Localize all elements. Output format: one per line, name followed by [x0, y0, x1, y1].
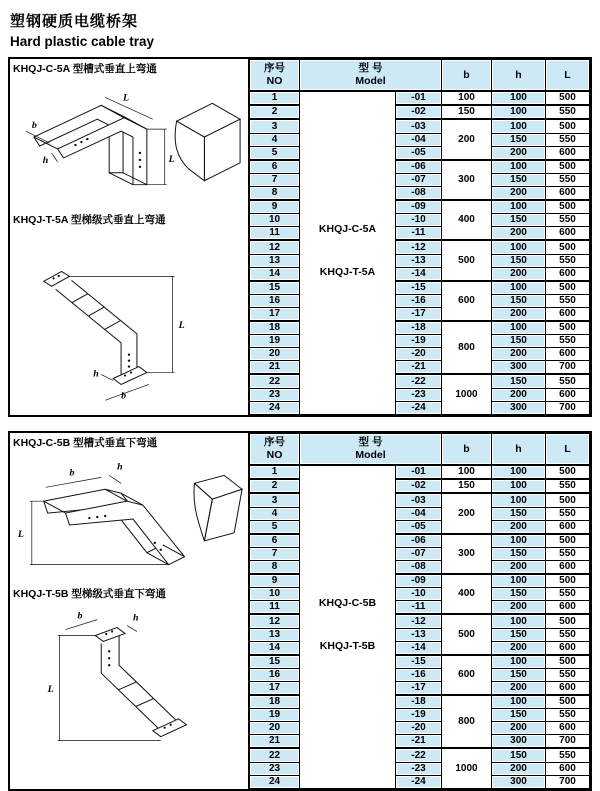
l-cell: 600	[546, 307, 590, 321]
code-cell: -04	[396, 133, 442, 146]
no-cell: 5	[250, 520, 300, 534]
b-cell: 1000	[442, 374, 492, 414]
code-cell: -20	[396, 348, 442, 361]
h-cell: 100	[492, 105, 546, 119]
no-cell: 17	[250, 307, 300, 321]
code-cell: -03	[396, 119, 442, 133]
dim-label: L	[47, 684, 54, 696]
b-cell: 600	[442, 281, 492, 321]
model-label: KHQJ-T-5A	[319, 266, 376, 279]
spec-table-5a	[249, 59, 590, 415]
h-cell: 200	[492, 186, 546, 200]
section-khqj-5b	[8, 431, 592, 791]
h-cell: 100	[492, 695, 546, 709]
l-cell: 500	[546, 91, 590, 105]
l-cell: 500	[546, 534, 590, 548]
l-cell: 550	[546, 507, 590, 520]
h-cell: 100	[492, 493, 546, 507]
h-cell: 150	[492, 254, 546, 267]
no-cell: 3	[250, 493, 300, 507]
h-cell: 200	[492, 520, 546, 534]
l-cell: 500	[546, 655, 590, 669]
h-cell: 150	[492, 507, 546, 520]
h-cell: 200	[492, 722, 546, 735]
code-cell: -02	[396, 105, 442, 119]
l-cell: 550	[546, 133, 590, 146]
code-cell: -16	[396, 294, 442, 307]
h-cell: 300	[492, 735, 546, 749]
code-cell: -01	[396, 465, 442, 479]
table-row	[250, 91, 590, 105]
l-cell: 500	[546, 465, 590, 479]
h-cell: 100	[492, 91, 546, 105]
no-cell: 4	[250, 133, 300, 146]
code-cell: -15	[396, 281, 442, 295]
header-model: 型 号 Model	[300, 60, 442, 92]
l-cell: 600	[546, 146, 590, 160]
dim-label: b	[69, 467, 75, 479]
no-cell: 11	[250, 227, 300, 241]
l-cell: 600	[546, 560, 590, 574]
h-cell: 150	[492, 547, 546, 560]
b-cell: 100	[442, 91, 492, 105]
l-cell: 600	[546, 681, 590, 695]
h-cell: 100	[492, 200, 546, 214]
b-cell: 300	[442, 534, 492, 574]
code-cell: -06	[396, 534, 442, 548]
h-cell: 300	[492, 361, 546, 375]
h-cell: 150	[492, 748, 546, 762]
code-cell: -21	[396, 735, 442, 749]
header-h: h	[492, 434, 546, 466]
header-h: h	[492, 60, 546, 92]
b-cell: 300	[442, 160, 492, 200]
no-cell: 15	[250, 281, 300, 295]
l-cell: 550	[546, 668, 590, 681]
channel-up-bend-drawing	[10, 73, 249, 221]
no-cell: 18	[250, 695, 300, 709]
header-model: 型 号 Model	[300, 434, 442, 466]
h-cell: 100	[492, 240, 546, 254]
no-cell: 24	[250, 775, 300, 788]
dim-label: b	[31, 120, 37, 132]
code-cell: -14	[396, 267, 442, 281]
code-cell: -19	[396, 709, 442, 722]
l-cell: 700	[546, 735, 590, 749]
code-cell: -22	[396, 748, 442, 762]
code-cell: -08	[396, 560, 442, 574]
h-cell: 100	[492, 119, 546, 133]
page-title-english: Hard plastic cable tray	[10, 34, 155, 49]
no-cell: 21	[250, 361, 300, 375]
header-l: L	[546, 434, 590, 466]
code-cell: -10	[396, 588, 442, 601]
no-cell: 10	[250, 588, 300, 601]
no-cell: 21	[250, 735, 300, 749]
h-cell: 100	[492, 465, 546, 479]
no-cell: 16	[250, 668, 300, 681]
b-cell: 200	[442, 119, 492, 159]
code-cell: -11	[396, 601, 442, 615]
dim-label: L	[17, 528, 24, 540]
b-cell: 600	[442, 655, 492, 695]
no-cell: 22	[250, 748, 300, 762]
l-cell: 600	[546, 601, 590, 615]
l-cell: 550	[546, 479, 590, 493]
no-cell: 14	[250, 641, 300, 655]
code-cell: -17	[396, 681, 442, 695]
no-cell: 1	[250, 465, 300, 479]
code-cell: -11	[396, 227, 442, 241]
l-cell: 550	[546, 335, 590, 348]
b-cell: 500	[442, 614, 492, 654]
b-cell: 500	[442, 240, 492, 280]
h-cell: 200	[492, 307, 546, 321]
l-cell: 600	[546, 348, 590, 361]
h-cell: 150	[492, 628, 546, 641]
dim-label: h	[117, 461, 123, 473]
no-cell: 8	[250, 560, 300, 574]
b-cell: 400	[442, 200, 492, 240]
no-cell: 10	[250, 214, 300, 227]
b-cell: 800	[442, 695, 492, 748]
l-cell: 550	[546, 748, 590, 762]
code-cell: -14	[396, 641, 442, 655]
code-cell: -10	[396, 214, 442, 227]
l-cell: 500	[546, 200, 590, 214]
l-cell: 500	[546, 281, 590, 295]
code-cell: -02	[396, 479, 442, 493]
no-cell: 15	[250, 655, 300, 669]
code-cell: -19	[396, 335, 442, 348]
l-cell: 600	[546, 762, 590, 775]
h-cell: 100	[492, 479, 546, 493]
code-cell: -20	[396, 722, 442, 735]
no-cell: 12	[250, 240, 300, 254]
b-cell: 150	[442, 105, 492, 119]
h-cell: 100	[492, 321, 546, 335]
l-cell: 550	[546, 547, 590, 560]
header-b: b	[442, 60, 492, 92]
h-cell: 200	[492, 267, 546, 281]
l-cell: 600	[546, 722, 590, 735]
caption-ladder-5b: KHQJ-T-5B 型梯级式垂直下弯通	[13, 588, 166, 600]
h-cell: 200	[492, 641, 546, 655]
caption-channel-5a: KHQJ-C-5A 型槽式垂直上弯通	[13, 63, 157, 75]
h-cell: 150	[492, 133, 546, 146]
page-titles	[10, 10, 592, 49]
no-cell: 7	[250, 547, 300, 560]
no-cell: 22	[250, 374, 300, 388]
h-cell: 200	[492, 388, 546, 401]
code-cell: -09	[396, 200, 442, 214]
code-cell: -24	[396, 401, 442, 414]
l-cell: 500	[546, 321, 590, 335]
code-cell: -15	[396, 655, 442, 669]
code-cell: -18	[396, 321, 442, 335]
header-no: 序号 NO	[250, 434, 300, 466]
h-cell: 150	[492, 709, 546, 722]
l-cell: 550	[546, 628, 590, 641]
code-cell: -21	[396, 361, 442, 375]
no-cell: 13	[250, 628, 300, 641]
dim-label: b	[121, 390, 127, 402]
no-cell: 17	[250, 681, 300, 695]
code-cell: -07	[396, 173, 442, 186]
h-cell: 100	[492, 281, 546, 295]
no-cell: 6	[250, 534, 300, 548]
h-cell: 100	[492, 574, 546, 588]
h-cell: 100	[492, 160, 546, 174]
table-row	[250, 465, 590, 479]
dim-label: L	[178, 319, 185, 331]
header-b: b	[442, 434, 492, 466]
code-cell: -13	[396, 254, 442, 267]
model-label: KHQJ-T-5B	[319, 640, 376, 653]
l-cell: 600	[546, 520, 590, 534]
l-cell: 550	[546, 588, 590, 601]
drawing-panel-5a	[10, 59, 249, 415]
no-cell: 16	[250, 294, 300, 307]
h-cell: 300	[492, 401, 546, 414]
b-cell: 1000	[442, 748, 492, 788]
no-cell: 1	[250, 91, 300, 105]
no-cell: 9	[250, 200, 300, 214]
caption-ladder-5a: KHQJ-T-5A 型梯级式垂直上弯通	[13, 214, 166, 226]
page-title-chinese: 塑钢硬质电缆桥架	[10, 13, 139, 30]
no-cell: 11	[250, 601, 300, 615]
no-cell: 9	[250, 574, 300, 588]
header-row	[250, 434, 590, 466]
ladder-down-bend-drawing	[10, 601, 249, 787]
model-cell	[300, 91, 396, 415]
no-cell: 13	[250, 254, 300, 267]
l-cell: 500	[546, 240, 590, 254]
header-row	[250, 60, 590, 92]
l-cell: 700	[546, 361, 590, 375]
l-cell: 700	[546, 401, 590, 414]
l-cell: 550	[546, 105, 590, 119]
h-cell: 200	[492, 146, 546, 160]
b-cell: 800	[442, 321, 492, 374]
code-cell: -17	[396, 307, 442, 321]
code-cell: -18	[396, 695, 442, 709]
dim-label: h	[93, 368, 99, 380]
l-cell: 500	[546, 695, 590, 709]
spec-table-5b	[249, 433, 590, 789]
h-cell: 300	[492, 775, 546, 788]
code-cell: -23	[396, 388, 442, 401]
h-cell: 150	[492, 214, 546, 227]
model-cell	[300, 465, 396, 789]
h-cell: 150	[492, 668, 546, 681]
no-cell: 14	[250, 267, 300, 281]
dim-label: b	[77, 610, 83, 622]
no-cell: 23	[250, 762, 300, 775]
h-cell: 150	[492, 173, 546, 186]
h-cell: 200	[492, 762, 546, 775]
h-cell: 200	[492, 560, 546, 574]
code-cell: -01	[396, 91, 442, 105]
code-cell: -09	[396, 574, 442, 588]
no-cell: 6	[250, 160, 300, 174]
l-cell: 500	[546, 493, 590, 507]
code-cell: -16	[396, 668, 442, 681]
no-cell: 4	[250, 507, 300, 520]
l-cell: 600	[546, 227, 590, 241]
b-cell: 200	[442, 493, 492, 533]
h-cell: 200	[492, 227, 546, 241]
b-cell: 150	[442, 479, 492, 493]
l-cell: 550	[546, 214, 590, 227]
code-cell: -03	[396, 493, 442, 507]
l-cell: 500	[546, 160, 590, 174]
l-cell: 500	[546, 614, 590, 628]
code-cell: -22	[396, 374, 442, 388]
no-cell: 19	[250, 709, 300, 722]
dim-label: L	[123, 92, 130, 104]
l-cell: 550	[546, 709, 590, 722]
caption-channel-5b: KHQJ-C-5B 型槽式垂直下弯通	[13, 437, 158, 449]
no-cell: 2	[250, 105, 300, 119]
l-cell: 550	[546, 374, 590, 388]
no-cell: 18	[250, 321, 300, 335]
l-cell: 500	[546, 119, 590, 133]
h-cell: 150	[492, 374, 546, 388]
code-cell: -23	[396, 762, 442, 775]
no-cell: 23	[250, 388, 300, 401]
l-cell: 550	[546, 173, 590, 186]
h-cell: 150	[492, 335, 546, 348]
h-cell: 100	[492, 655, 546, 669]
dim-label: L	[168, 153, 175, 165]
section-khqj-5a	[8, 57, 592, 417]
no-cell: 7	[250, 173, 300, 186]
l-cell: 600	[546, 186, 590, 200]
code-cell: -04	[396, 507, 442, 520]
dim-label: h	[132, 612, 139, 624]
h-cell: 150	[492, 588, 546, 601]
no-cell: 3	[250, 119, 300, 133]
l-cell: 500	[546, 574, 590, 588]
code-cell: -06	[396, 160, 442, 174]
l-cell: 700	[546, 775, 590, 788]
code-cell: -08	[396, 186, 442, 200]
code-cell: -24	[396, 775, 442, 788]
h-cell: 200	[492, 601, 546, 615]
header-l: L	[546, 60, 590, 92]
no-cell: 2	[250, 479, 300, 493]
no-cell: 19	[250, 335, 300, 348]
code-cell: -12	[396, 240, 442, 254]
model-label: KHQJ-C-5B	[318, 597, 377, 610]
h-cell: 100	[492, 614, 546, 628]
model-label: KHQJ-C-5A	[318, 223, 377, 236]
code-cell: -13	[396, 628, 442, 641]
code-cell: -05	[396, 146, 442, 160]
drawing-panel-5b	[10, 433, 249, 789]
no-cell: 8	[250, 186, 300, 200]
l-cell: 600	[546, 388, 590, 401]
l-cell: 600	[546, 267, 590, 281]
no-cell: 24	[250, 401, 300, 414]
b-cell: 100	[442, 465, 492, 479]
no-cell: 5	[250, 146, 300, 160]
h-cell: 100	[492, 534, 546, 548]
channel-down-bend-drawing	[10, 447, 249, 595]
l-cell: 600	[546, 641, 590, 655]
code-cell: -12	[396, 614, 442, 628]
no-cell: 20	[250, 348, 300, 361]
l-cell: 550	[546, 254, 590, 267]
header-no: 序号 NO	[250, 60, 300, 92]
dim-label: h	[42, 154, 49, 166]
no-cell: 20	[250, 722, 300, 735]
no-cell: 12	[250, 614, 300, 628]
h-cell: 150	[492, 294, 546, 307]
ladder-up-bend-drawing	[10, 227, 249, 413]
code-cell: -05	[396, 520, 442, 534]
l-cell: 550	[546, 294, 590, 307]
h-cell: 200	[492, 681, 546, 695]
b-cell: 400	[442, 574, 492, 614]
h-cell: 200	[492, 348, 546, 361]
code-cell: -07	[396, 547, 442, 560]
